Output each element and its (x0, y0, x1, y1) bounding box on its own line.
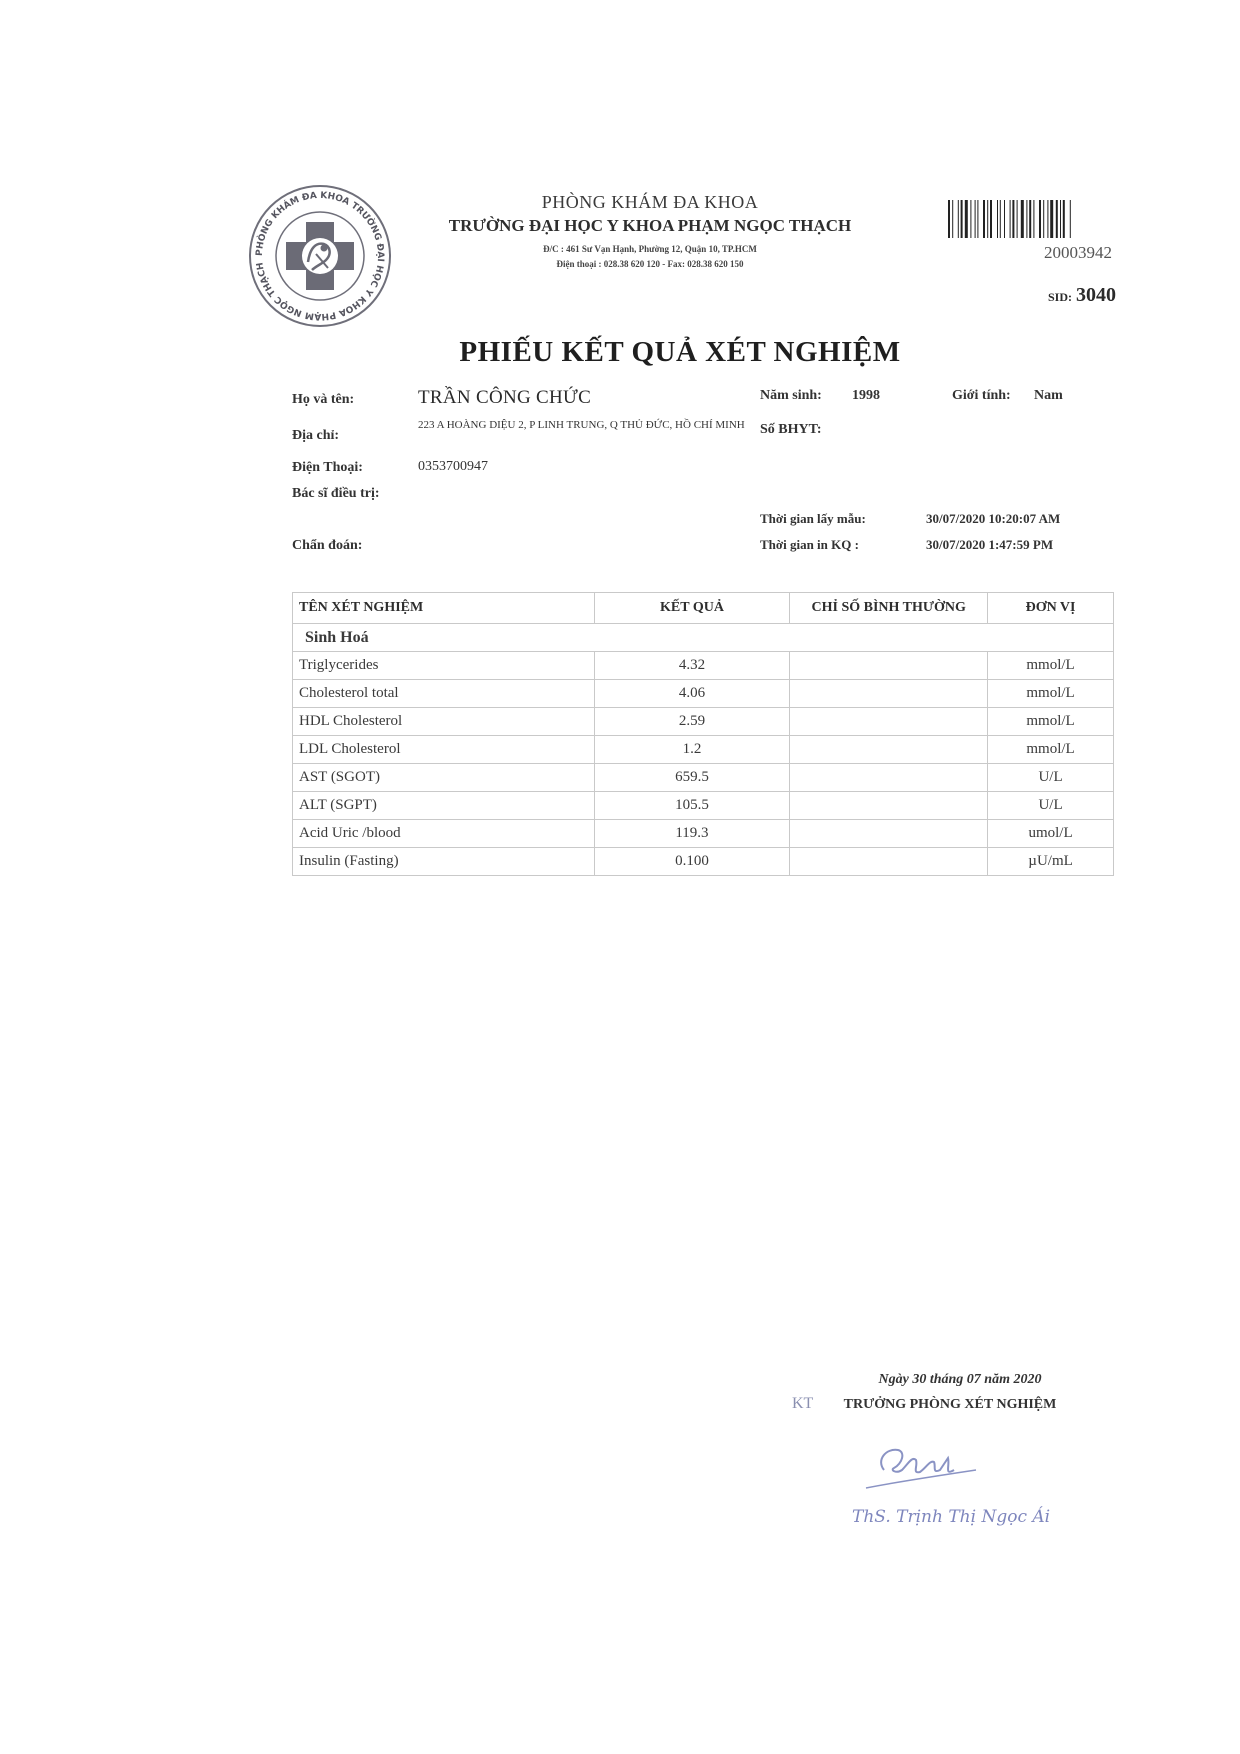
barcode-bar (990, 200, 992, 238)
barcode-bar (1029, 200, 1031, 238)
test-name: Acid Uric /blood (293, 820, 595, 848)
test-unit: U/L (988, 764, 1114, 792)
test-name: ALT (SGPT) (293, 792, 595, 820)
group-row (293, 624, 1114, 652)
patient-address: 223 A HOÀNG DIỆU 2, P LINH TRUNG, Q THỦ ĐỨC, HỒ CHÍ MINH (418, 419, 745, 431)
table-row (293, 708, 1114, 736)
birth-year: 1998 (852, 388, 880, 403)
results-table (292, 592, 1114, 876)
table-row (293, 680, 1114, 708)
test-unit: mmol/L (988, 652, 1114, 680)
barcode-number: 20003942 (1044, 243, 1112, 262)
barcode-bar (965, 200, 968, 238)
test-unit: mmol/L (988, 736, 1114, 764)
test-normal (790, 652, 988, 680)
test-normal (790, 764, 988, 792)
barcode-bar (1039, 200, 1041, 238)
barcode-bar (961, 200, 963, 238)
test-result: 4.06 (594, 680, 790, 708)
test-normal (790, 848, 988, 876)
clinic-header (420, 192, 880, 269)
barcode-bar (1017, 200, 1018, 238)
barcode-bar (1012, 200, 1014, 238)
print-time: 30/07/2020 1:47:59 PM (926, 537, 1054, 552)
barcode-bar (1021, 200, 1024, 238)
gender-value: Nam (1034, 388, 1063, 403)
test-unit: mmol/L (988, 708, 1114, 736)
signer-name: ThS. Trịnh Thị Ngọc Ái (852, 1507, 1051, 1527)
barcode-bar (975, 200, 976, 238)
test-normal (790, 680, 988, 708)
test-name: Cholesterol total (293, 680, 595, 708)
barcode-bar (1063, 200, 1065, 238)
barcode-bar (1000, 200, 1001, 238)
diagnosis-label: Chẩn đoán: (292, 538, 363, 553)
barcode-bar (1060, 200, 1061, 238)
clinic-address: Đ/C : 461 Sư Vạn Hạnh, Phường 12, Quận 10, TP.HCM (543, 244, 757, 254)
table-row (293, 792, 1114, 820)
barcode-bar (983, 200, 985, 238)
barcode-bar (970, 200, 971, 238)
insurance-label: Số BHYT: (760, 422, 822, 437)
sid-value: 3040 (1076, 284, 1116, 306)
logo-text: PHÒNG KHÁM ĐA KHOA TRƯỜNG ĐẠI HỌC Y KHOA PHẠM NGỌC THẠCH (254, 190, 386, 322)
test-unit: U/L (988, 792, 1114, 820)
patient-name: TRẦN CÔNG CHỨC (418, 387, 592, 408)
clinic-name: PHÒNG KHÁM ĐA KHOA (541, 192, 759, 212)
test-normal (790, 820, 988, 848)
table-row (293, 848, 1114, 876)
birth-label: Năm sinh: (760, 388, 822, 403)
document-title: PHIẾU KẾT QUẢ XÉT NGHIỆM (459, 336, 901, 368)
test-unit: umol/L (988, 820, 1114, 848)
table-row (293, 736, 1114, 764)
barcode-bar (1056, 200, 1058, 238)
test-unit: mmol/L (988, 680, 1114, 708)
barcode-bar (952, 200, 953, 238)
signature-mark: KT (792, 1395, 814, 1412)
barcode-bar (948, 200, 950, 238)
table-header-row (293, 593, 1114, 624)
test-name: Triglycerides (293, 652, 595, 680)
header-result: KẾT QUẢ (594, 593, 790, 624)
name-label: Họ và tên: (292, 392, 355, 407)
test-result: 659.5 (594, 764, 790, 792)
test-name: AST (SGOT) (293, 764, 595, 792)
sid-label: SID: (1047, 290, 1072, 304)
test-unit: µU/mL (988, 848, 1114, 876)
test-result: 105.5 (594, 792, 790, 820)
test-result: 4.32 (594, 652, 790, 680)
test-result: 2.59 (594, 708, 790, 736)
print-time-label: Thời gian in KQ : (760, 537, 859, 552)
barcode-bar (987, 200, 988, 238)
signature (846, 1430, 1051, 1540)
test-name: HDL Cholesterol (293, 708, 595, 736)
barcode-bar (1043, 200, 1044, 238)
table-row (293, 652, 1114, 680)
header-test-name: TÊN XÉT NGHIỆM (293, 593, 595, 624)
test-result: 1.2 (594, 736, 790, 764)
barcode-bar (1070, 200, 1071, 238)
sample-time-label: Thời gian lấy mẫu: (760, 511, 866, 526)
table-row (293, 764, 1114, 792)
barcode-bar (1050, 200, 1053, 238)
header-normal-range: CHỈ SỐ BÌNH THƯỜNG (790, 593, 988, 624)
test-normal (790, 736, 988, 764)
barcode-bar (1026, 200, 1027, 238)
test-result: 0.100 (594, 848, 790, 876)
test-normal (790, 708, 988, 736)
clinic-school: TRƯỜNG ĐẠI HỌC Y KHOA PHẠM NGỌC THẠCH (448, 216, 852, 235)
table-row (293, 820, 1114, 848)
signature-date: Ngày 30 tháng 07 năm 2020 (878, 1372, 1042, 1387)
barcode-bar (977, 200, 978, 238)
clinic-logo (246, 182, 394, 330)
sample-time: 30/07/2020 10:20:07 AM (926, 511, 1061, 526)
test-name: Insulin (Fasting) (293, 848, 595, 876)
barcode-bar (1047, 200, 1048, 238)
address-label: Địa chỉ: (292, 428, 340, 443)
barcode (948, 200, 1112, 238)
patient-phone: 0353700947 (418, 459, 488, 474)
barcode-bar (1004, 200, 1005, 238)
barcode-bar (1033, 200, 1034, 238)
clinic-phone: Điện thoại : 028.38 620 120 - Fax: 028.38 620 150 (556, 259, 744, 269)
group-label: Sinh Hoá (293, 624, 1114, 652)
test-name: LDL Cholesterol (293, 736, 595, 764)
barcode-bar (997, 200, 998, 238)
test-normal (790, 792, 988, 820)
barcode-bar (958, 200, 959, 238)
phone-label: Điện Thoại: (292, 460, 363, 475)
doctor-label: Bác sĩ điều trị: (292, 486, 380, 501)
barcode-bar (1010, 200, 1011, 238)
test-result: 119.3 (594, 820, 790, 848)
sid (980, 284, 1116, 307)
signatory-title: TRƯỞNG PHÒNG XÉT NGHIỆM (843, 1397, 1057, 1412)
gender-label: Giới tính: (952, 388, 1011, 403)
header-unit: ĐƠN VỊ (988, 593, 1114, 624)
